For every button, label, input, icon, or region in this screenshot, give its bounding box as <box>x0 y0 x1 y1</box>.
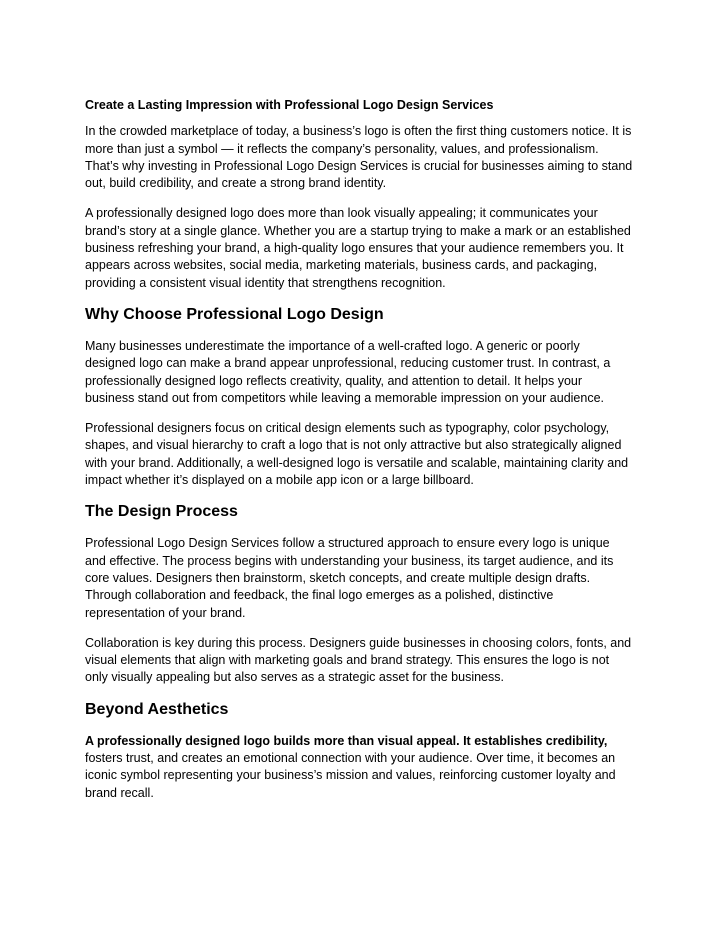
paragraph-rest-text: fosters trust, and creates an emotional connection with your audience. Over time, it becomes an iconic symbol representing your business’s mission and values, reinforcing customer loyalty and brand recall. <box>85 751 616 800</box>
intro-paragraph-1: In the crowded marketplace of today, a business’s logo is often the first thing customers notice. It is more than just a symbol — it reflects the company’s personality, values, and professionalism. That’s why investing in Professional Logo Design Services is crucial for businesses aiming to stand out, build credibility, and create a strong brand identity. <box>85 124 633 191</box>
section-why-choose <box>85 305 633 489</box>
section-paragraph: Collaboration is key during this process. Designers guide businesses in choosing colors, fonts, and visual elements that align with marketing goals and brand strategy. This ensures the logo is not only visually appealing but also serves as a strategic asset for the business. <box>85 635 632 685</box>
section-heading: The Design Process <box>85 503 238 521</box>
section-paragraph: Professional Logo Design Services follow a structured approach to ensure every logo is unique and effective. The process begins with understanding your business, its target audience, and its core values. Designers then brainstorm, sketch concepts, and create multiple design drafts. Through collaboration and feedback, the final logo emerges as a polished, distinctive representation of your brand. <box>85 536 614 620</box>
section-heading: Beyond Aesthetics <box>85 700 229 718</box>
section-paragraph: Many businesses underestimate the importance of a well-crafted logo. A generic or poorly designed logo can make a brand appear unprofessional, reducing customer trust. In contrast, a professionally designed logo reflects creativity, quality, and attention to detail. It helps your business stand out from competitors while leaving a memorable impression on your audience. <box>85 338 611 405</box>
section-design-process <box>85 502 633 686</box>
section-beyond-aesthetics <box>85 700 633 802</box>
document-title: Create a Lasting Impression with Professional Logo Design Services <box>85 98 494 112</box>
document-page <box>85 97 633 815</box>
section-heading: Why Choose Professional Logo Design <box>85 305 384 323</box>
intro-paragraph-2: A professionally designed logo does more than look visually appealing; it communicates your brand’s story at a single glance. Whether you are a startup trying to make a mark or an established business refreshing your brand, a high-quality logo ensures that your audience remembers you. It appears across websites, social media, marketing materials, business cards, and packaging, providing a consistent visual identity that strengthens recognition. <box>85 206 631 290</box>
section-paragraph: Professional designers focus on critical design elements such as typography, color psychology, shapes, and visual hierarchy to craft a logo that is not only attractive but also strategically aligned with your brand. Additionally, a well-designed logo is versatile and scalable, maintaining clarity and impact whether it’s displayed on a mobile app icon or a large billboard. <box>85 421 629 488</box>
bold-lead-text: A professionally designed logo builds more than visual appeal. It establishes credibility, <box>85 733 608 748</box>
section-paragraph <box>85 733 633 802</box>
